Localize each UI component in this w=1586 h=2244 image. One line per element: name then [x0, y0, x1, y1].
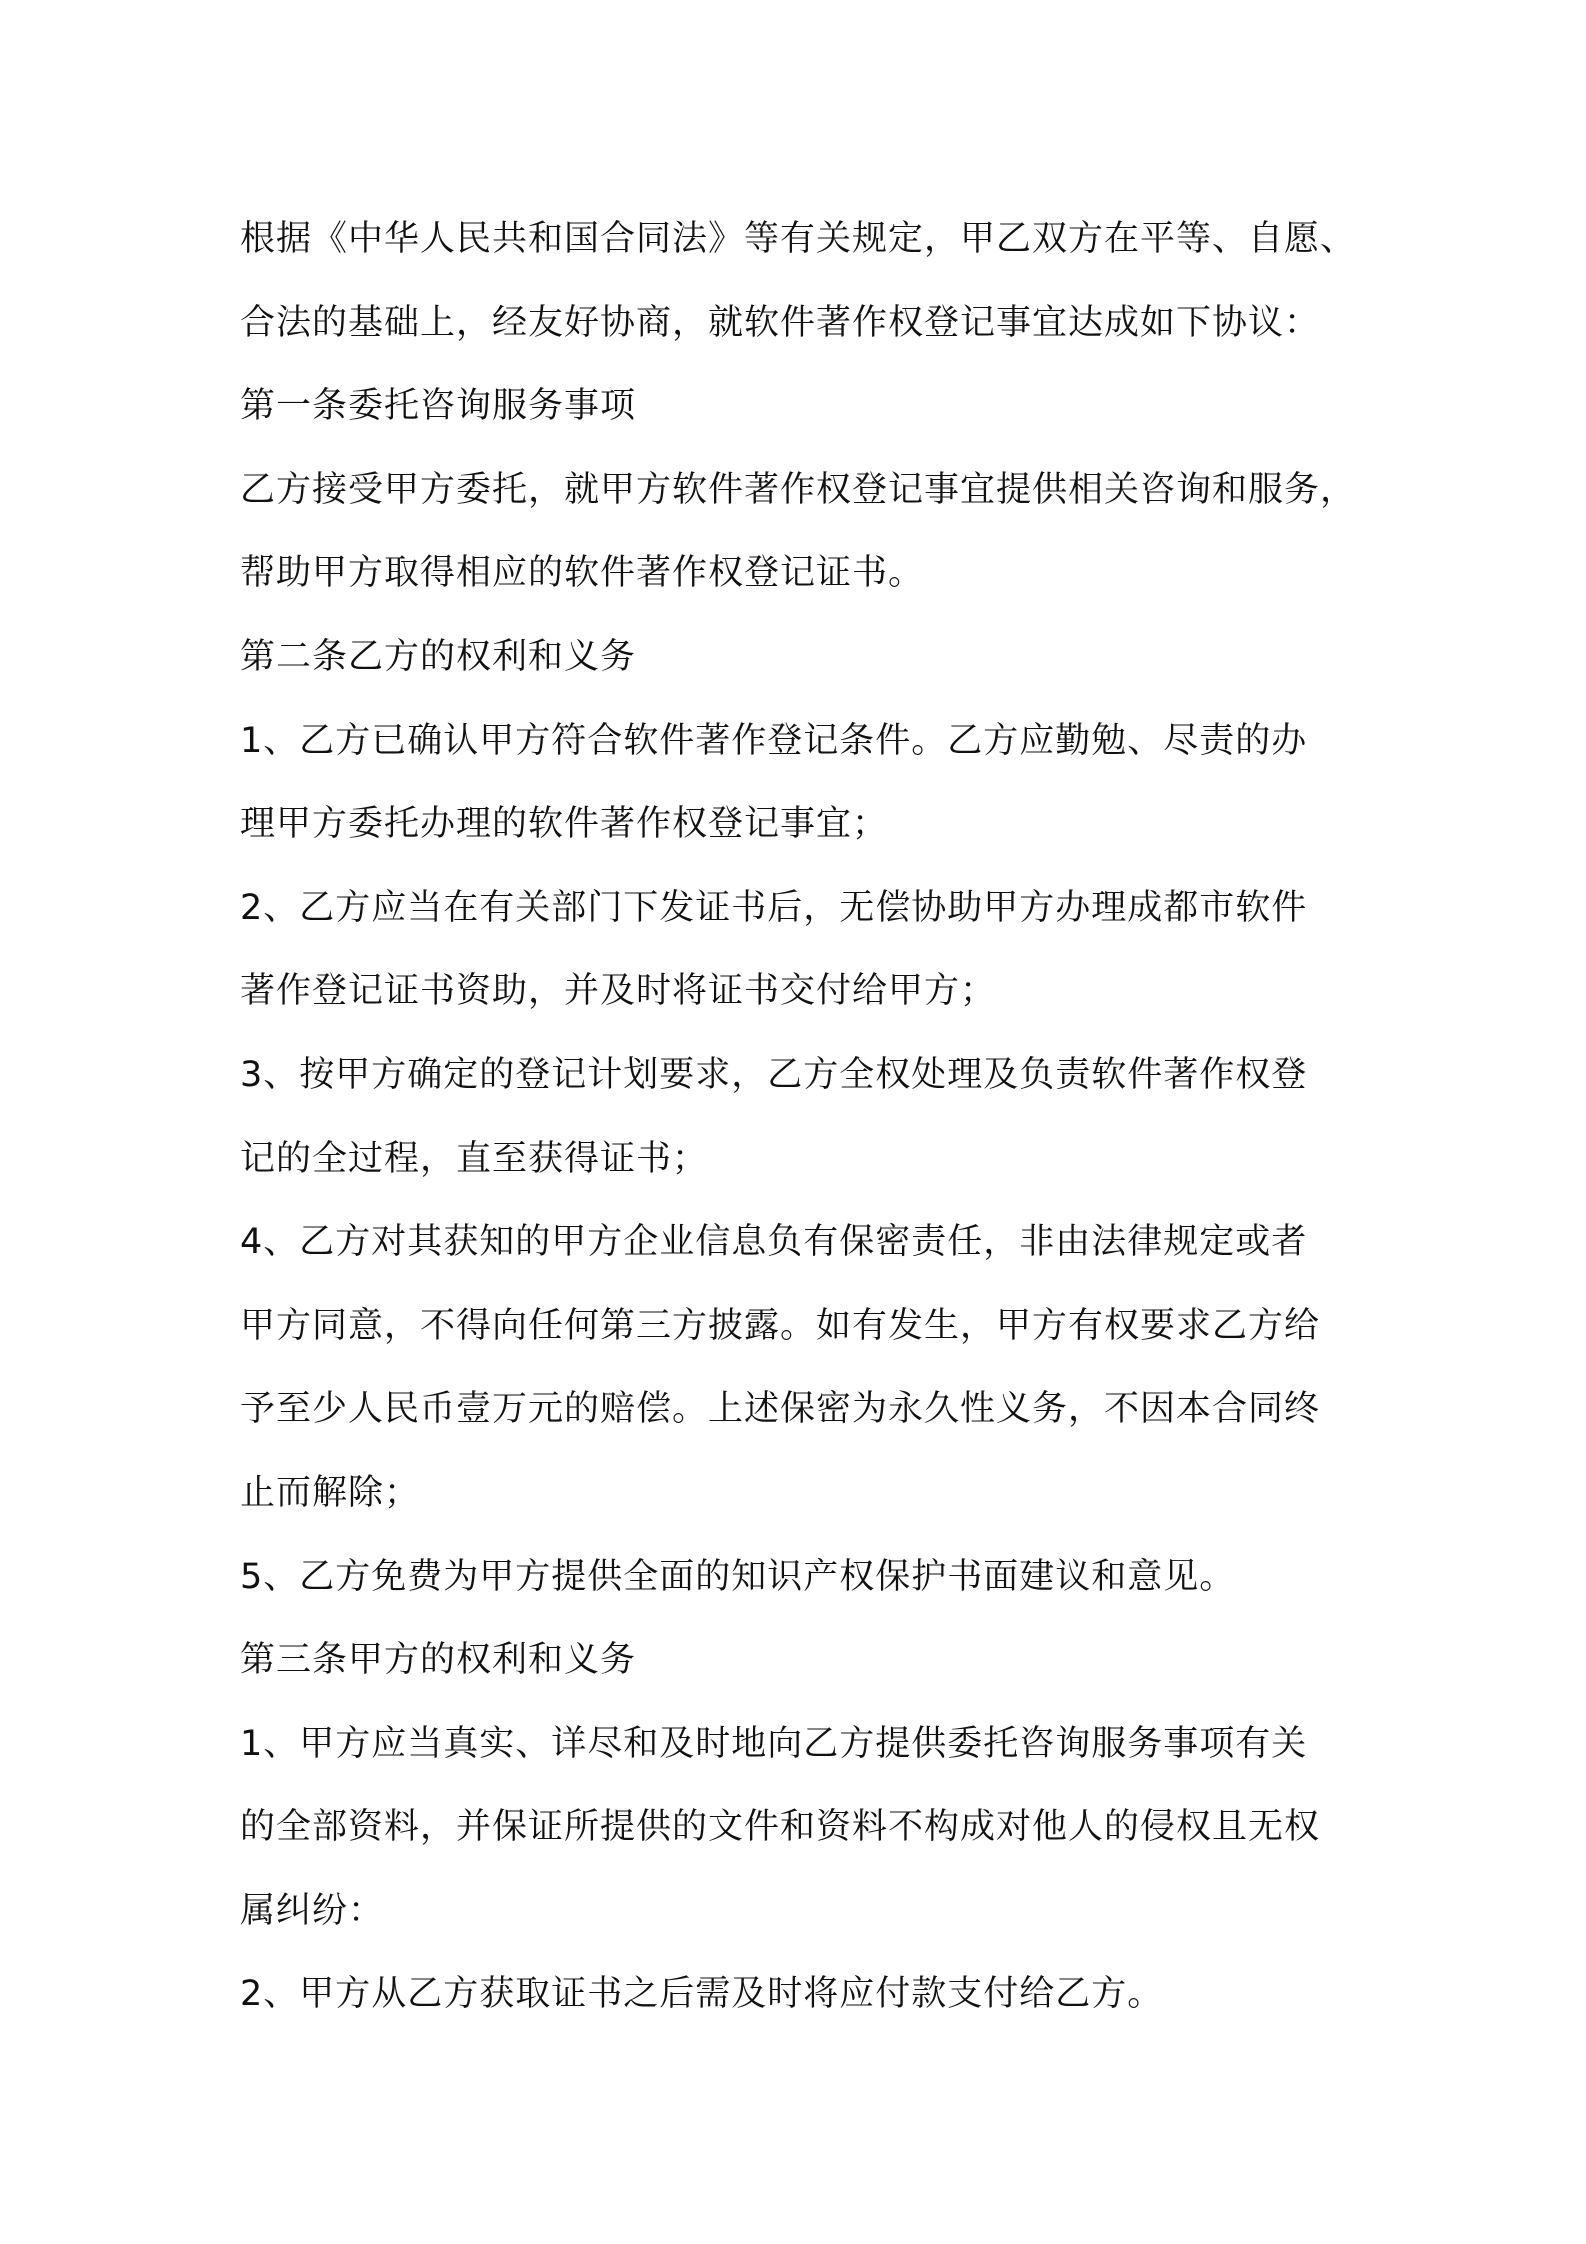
- text-line: 甲方同意，不得向任何第三方披露。如有发生，甲方有权要求乙方给: [240, 1305, 1321, 1346]
- section-heading: 第一条委托咨询服务事项: [240, 386, 637, 427]
- text-line: 乙方接受甲方委托，就甲方软件著作权登记事宜提供相关咨询和服务，: [240, 469, 1357, 510]
- text-line: 根据《中华人民共和国合同法》等有关规定，甲乙双方在平等、自愿、: [240, 219, 1357, 259]
- text-line: 帮助甲方取得相应的软件著作权登记证书。: [240, 553, 925, 594]
- document-body: [240, 198, 1370, 2037]
- text-line: 予至少人民币壹万元的赔偿。上述保密为永久性义务，不因本合同终: [240, 1389, 1321, 1430]
- text-line: 属纠纷：: [240, 1890, 385, 1931]
- text-line: 1、乙方已确认甲方符合软件著作登记条件。乙方应勤勉、尽责的办: [240, 720, 1308, 761]
- text-line: 2、甲方从乙方获取证书之后需及时将应付款支付给乙方。: [240, 1974, 1164, 2015]
- text-line: 5、乙方免费为甲方提供全面的知识产权保护书面建议和意见。: [240, 1556, 1236, 1597]
- text-line: 著作登记证书资助，并及时将证书交付给甲方；: [240, 971, 997, 1012]
- section-heading: 第二条乙方的权利和义务: [240, 636, 637, 677]
- text-line: 3、按甲方确定的登记计划要求，乙方全权处理及负责软件著作权登: [240, 1054, 1308, 1095]
- text-line: 1、甲方应当真实、详尽和及时地向乙方提供委托咨询服务事项有关: [240, 1723, 1308, 1764]
- text-line: 合法的基础上，经友好协商，就软件著作权登记事宜达成如下协议：: [240, 302, 1321, 343]
- text-line: 止而解除；: [240, 1472, 421, 1513]
- text-line: 2、乙方应当在有关部门下发证书后，无偿协助甲方办理成都市软件: [240, 887, 1308, 928]
- section-heading: 第三条甲方的权利和义务: [240, 1640, 637, 1681]
- text-line: 理甲方委托办理的软件著作权登记事宜；: [240, 804, 889, 845]
- text-line: 的全部资料，并保证所提供的文件和资料不构成对他人的侵权且无权: [240, 1807, 1321, 1848]
- text-line: 4、乙方对其获知的甲方企业信息负有保密责任，非由法律规定或者: [240, 1222, 1308, 1263]
- text-line: 记的全过程，直至获得证书；: [240, 1138, 709, 1179]
